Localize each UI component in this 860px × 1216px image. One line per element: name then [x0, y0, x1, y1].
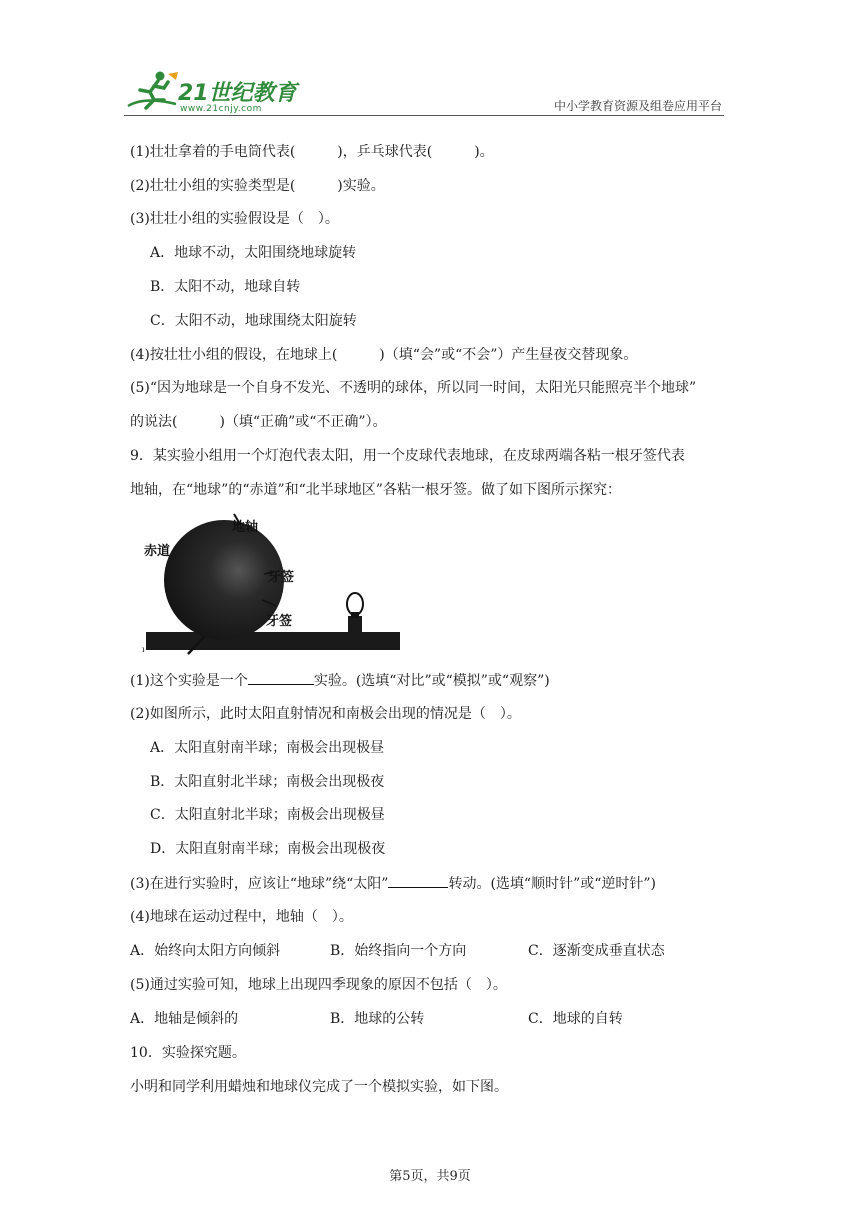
q8-sub3-option-b: B．太阳不动，地球自转 [150, 279, 301, 295]
q9-stem-line1: 9．某实验小组用一个灯泡代表太阳，用一个皮球代表地球，在皮球两端各粘一根牙签代表 [130, 448, 685, 464]
q9-sub4-option-a: A．始终向太阳方向倾斜 [130, 943, 281, 959]
q9-sub3-prefix: (3)在进行实验时，应该让“地球”绕“太阳” [130, 876, 389, 892]
q9-sub3 [130, 873, 656, 894]
q10-title: 10．实验探究题。 [130, 1045, 246, 1061]
runner-logo-icon [124, 70, 184, 116]
page-header [0, 0, 860, 120]
label-toothpick-2: 牙签 [266, 614, 293, 629]
q9-sub2-option-a: A．太阳直射南半球；南极会出现极昼 [150, 740, 385, 756]
platform-name: 中小学教育资源及组卷应用平台 [553, 99, 722, 113]
q9-sub5: (5)通过实验可知，地球上出现四季现象的原因不包括（ ）。 [130, 977, 507, 993]
q9-sub1 [130, 670, 550, 691]
page-number: 第5页，共9页 [389, 1169, 471, 1184]
q9-sub5-option-b: B．地球的公转 [330, 1011, 425, 1027]
corner-mark: ı [142, 645, 145, 654]
q9-sub5-option-a: A．地轴是倾斜的 [130, 1011, 239, 1027]
q9-sub3-blank [388, 873, 448, 888]
q9-stem-line2: 地轴，在“地球”的“赤道”和“北半球地区”各粘一根牙签。做了如下图所示探究： [130, 482, 621, 498]
lamp-socket [351, 612, 359, 618]
q9-sub1-suffix: 实验。(选填“对比”或“模拟”或“观察”) [313, 673, 550, 689]
label-axis: 地轴 [232, 520, 259, 535]
logo-url: www.21cnjy.com [180, 104, 262, 114]
q9-sub2-option-d: D．太阳直射南半球；南极会出现极夜 [150, 841, 386, 857]
q9-sub4: (4)地球在运动过程中，地轴（ ）。 [130, 909, 353, 925]
q10-stem: 小明和同学利用蜡烛和地球仪完成了一个模拟实验，如下图。 [130, 1079, 508, 1095]
q9-sub5-option-c: C．地球的自转 [528, 1011, 623, 1027]
lamp-stand [348, 616, 362, 634]
q8-sub5-line2: 的说法( )（填“正确”或“不正确”）。 [130, 414, 387, 430]
q8-sub5-line1: (5)“因为地球是一个自身不发光、不透明的球体，所以同一时间，太阳光只能照亮半个地球” [130, 380, 697, 396]
q9-sub1-blank [248, 670, 314, 685]
q9-sub4-option-c: C．逐渐变成垂直状态 [528, 943, 665, 959]
label-equator: 赤道 [144, 544, 171, 559]
globe-lamp-diagram [142, 512, 404, 660]
q9-sub2-option-c: C．太阳直射北半球；南极会出现极昼 [150, 807, 385, 823]
q8-sub3: (3)壮壮小组的实验假设是（ ）。 [130, 211, 339, 227]
q9-sub2-option-b: B．太阳直射北半球；南极会出现极夜 [150, 774, 385, 790]
q8-sub1: (1)壮壮拿着的手电筒代表( )，乒乓球代表( )。 [130, 144, 494, 160]
table-base [146, 632, 400, 650]
header-divider [124, 115, 724, 116]
q9-sub1-prefix: (1)这个实验是一个 [130, 673, 248, 689]
q9-sub2: (2)如图所示，此时太阳直射情况和南极会出现的情况是（ ）。 [130, 706, 521, 722]
q8-sub3-option-a: A．地球不动，太阳围绕地球旋转 [150, 245, 357, 261]
q8-sub4: (4)按壮壮小组的假设，在地球上( )（填“会”或“不会”）产生昼夜交替现象。 [130, 347, 638, 363]
label-toothpick-1: 牙签 [268, 570, 295, 585]
q9-sub4-option-b: B．始终指向一个方向 [330, 943, 467, 959]
q9-sub3-suffix: 转动。(选填“顺时针”或“逆时针”) [448, 876, 657, 892]
logo-text: 21世纪教育 [178, 81, 297, 106]
lamp-bulb [347, 593, 363, 615]
q8-sub2: (2)壮壮小组的实验类型是( )实验。 [130, 178, 385, 194]
q8-sub3-option-c: C．太阳不动，地球围绕太阳旋转 [150, 313, 357, 329]
experiment-figure [142, 512, 404, 660]
